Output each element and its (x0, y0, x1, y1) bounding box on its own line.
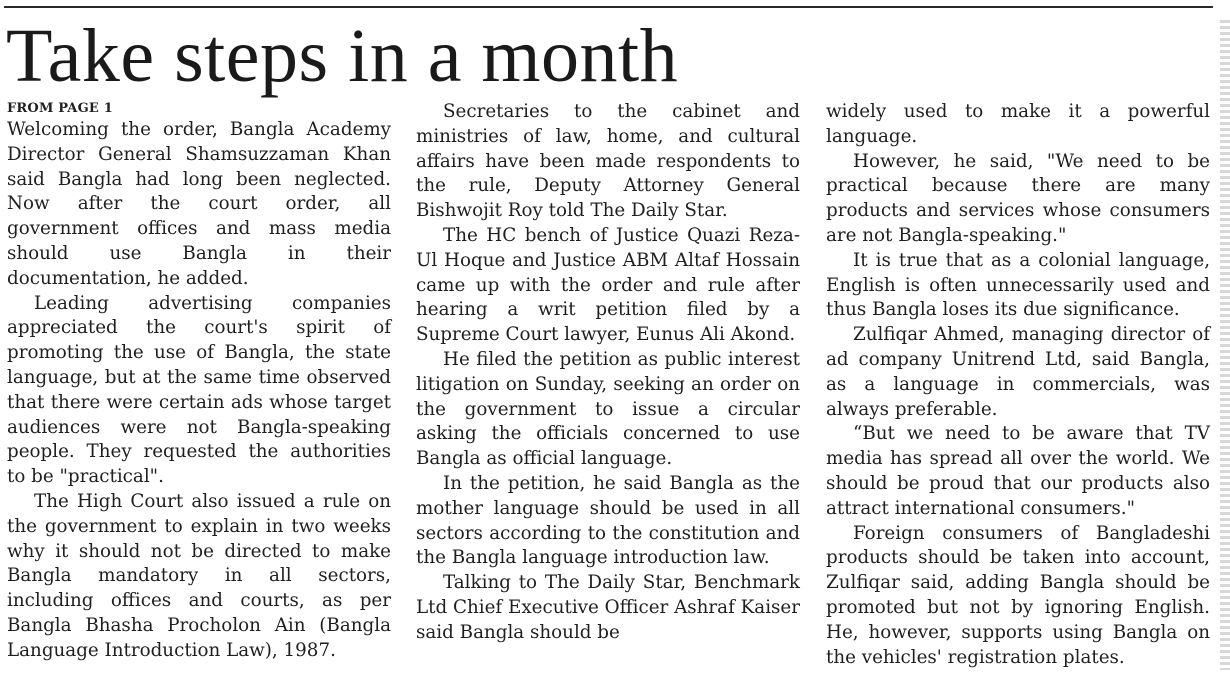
paragraph: In the petition, he said Bangla as the mother language should be used in all sectors according to the constitution and the Bangla language introduction law. (416, 472, 800, 569)
headline: Take steps in a month (6, 14, 679, 98)
paragraph: Talking to The Daily Star, Benchmark Ltd Chief Executive Officer Ashraf Kaiser said Bangla should be (416, 572, 800, 643)
paragraph: However, he said, "We need to be practical because there are many products and services whose consumers are not Bangla-speaking." (826, 150, 1210, 246)
paragraph: It is true that as a colonial language, English is often unnecessarily used and thus Bangla loses its due significance. (826, 249, 1210, 321)
paragraph: Zulfiqar Ahmed, managing director of ad company Unitrend Ltd, said Bangla, as a language in commercials, was always preferable. (826, 324, 1210, 420)
article-column-3 (826, 100, 1210, 670)
paragraph: Foreign consumers of Bangladeshi products should be taken into account, Zulfiqar said, adding Bangla should be promoted but not by ignoring English. He, however, supports using Bangla on the vehicles' registration plates. (826, 522, 1210, 668)
paragraph: Welcoming the order, Bangla Academy Director General Shamsuzzaman Khan said Bangla had long been neglected. Now after the court order, all government offices and mass media should use Bangla in their documentation, he added. (7, 119, 391, 289)
paragraph: The High Court also issued a rule on the government to explain in two weeks why it should not be directed to make Bangla mandatory in all sectors, including offices and courts, as per Bangla Bhasha Procholon Ain (Bangla Language Introduction Law), 1987. (7, 490, 391, 661)
paragraph: He filed the petition as public interest litigation on Sunday, seeking an order on the government to issue a circular asking the officials concerned to use Bangla as official language. (416, 348, 800, 470)
dateline: FROM PAGE 1 (7, 101, 113, 116)
paragraph: The HC bench of Justice Quazi Reza-Ul Hoque and Justice ABM Altaf Hossain came up with the order and rule after hearing a writ petition filed by a Supreme Court lawyer, Eunus Ali Akond. (416, 224, 800, 346)
paragraph: Leading advertising companies appreciated the court's spirit of promoting the use of Bangla, the state language, but at the same time observed that there were certain ads whose target audiences were not Bangla-speaking people. They requested the authorities to be "practical". (7, 292, 391, 488)
article-column-2 (416, 100, 800, 646)
article-column-1 (7, 100, 391, 664)
top-rule (4, 6, 1213, 8)
page-edge (1220, 20, 1230, 670)
paragraph: “But we need to be aware that TV media has spread all over the world. We should be proud that our products also attract international consumers." (826, 423, 1210, 519)
paragraph: Secretaries to the cabinet and ministries of law, home, and cultural affairs have been made respondents to the rule, Deputy Attorney General Bishwojit Roy told The Daily Star. (416, 101, 800, 222)
paragraph: widely used to make it a powerful language. (826, 101, 1210, 147)
